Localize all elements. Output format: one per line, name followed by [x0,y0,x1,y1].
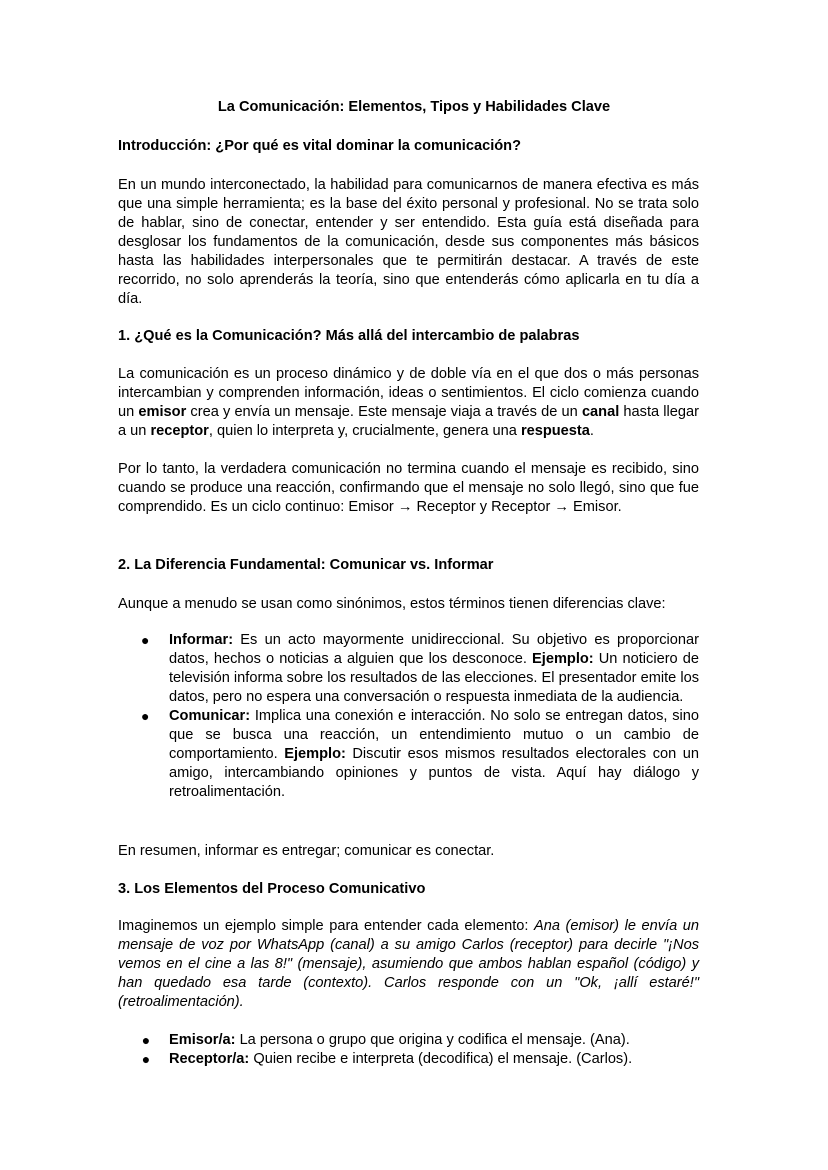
example-italic: Ana (emisor) le envía un mensaje de voz por WhatsApp (canal) a su amigo Carlos (receptor) para decirle "¡Nos vemos en el cine a las 8!" (mensaje), asumiendo que ambos hablan español (código) y han quedado esa tarde (contexto). Carlos responde con un "Ok, ¡allí estaré!" (retroalimentación). [118,918,699,1010]
text-run: Imaginemos un ejemplo simple para entender cada elemento: [118,918,534,934]
text-run: Quien recibe e interpreta (decodifica) el mensaje. (Carlos). [249,1051,633,1067]
bullet-icon: ● [141,708,150,724]
section-3-intro [118,917,699,1012]
list-item [118,1050,699,1069]
term-receptor: receptor [150,423,209,439]
section-1-paragraph-2: Por lo tanto, la verdadera comunicación no termina cuando el mensaje es recibido, sino cuando se produce una reacción, confirmando que el mensaje no solo llegó, sino que fue comprendido. Es un ciclo continuo: Emisor → Receptor y Receptor → Emisor. [118,461,699,515]
example-label: Ejemplo: [284,746,346,762]
text-run: Discutir esos mismos resultados electorales con un amigo, intercambiando opiniones y puntos de vista. Aquí hay diálogo y retroalimentación. [169,746,700,800]
section-3-heading: 3. Los Elementos del Proceso Comunicativo [118,881,426,897]
text-run: La persona o grupo que origina y codifica el mensaje. (Ana). [235,1032,630,1048]
text-run: Implica una conexión e interacción. No solo se entregan datos, sino que se busca una reacción, un entendimiento mutuo o un cambio de comportamiento. [169,708,699,762]
section-3-list [118,1031,699,1069]
text-run: hasta llegar a un [118,404,699,439]
text-run: . [589,423,594,439]
bullet-icon: ● [141,1051,151,1067]
document-title: La Comunicación: Elementos, Tipos y Habilidades Clave [217,99,611,115]
list-item-term: Informar: [169,632,234,648]
term-respuesta: respuesta [520,423,590,439]
list-item-term: Receptor/a: [169,1051,250,1067]
section-2-list [118,631,699,802]
text-run: Es un acto mayormente unidireccional. Su objetivo es proporcionar datos, hechos o noticias a alguien que los desconoce. [169,632,699,667]
bullet-icon: ● [141,1032,151,1048]
section-2-intro: Aunque a menudo se usan como sinónimos, estos términos tienen diferencias clave: [118,596,666,612]
intro-heading: Introducción: ¿Por qué es vital dominar la comunicación? [118,138,522,154]
list-item [118,631,699,707]
term-canal: canal [581,404,620,420]
text-run: crea y envía un mensaje. Este mensaje viaja a través de un [186,404,582,420]
list-item [118,707,699,802]
term-emisor: emisor [138,404,187,420]
list-item [118,1031,699,1050]
text-run: Un noticiero de televisión informa sobre los resultados de las elecciones. El presentador emite los datos, pero no espera una conversación o respuesta inmediata de la audiencia. [169,651,699,705]
text-run: La comunicación es un proceso dinámico y de doble vía en el que dos o más personas intercambian y comprenden información, ideas o sentimientos. El ciclo comienza cuando un [118,366,699,420]
section-1-heading: 1. ¿Qué es la Comunicación? Más allá del intercambio de palabras [118,328,580,344]
list-item-term: Comunicar: [169,708,251,724]
section-1-paragraph-1 [118,365,699,441]
section-2-summary: En resumen, informar es entregar; comunicar es conectar. [118,843,495,859]
bullet-icon: ● [141,632,150,648]
list-item-term: Emisor/a: [169,1032,236,1048]
section-2-heading: 2. La Diferencia Fundamental: Comunicar vs. Informar [118,557,494,573]
intro-paragraph: En un mundo interconectado, la habilidad para comunicarnos de manera efectiva es más que una simple herramienta; es la base del éxito personal y profesional. No se trata solo de hablar, sino de conectar, entender y ser entendido. Esta guía está diseñada para desglosar los fundamentos de la comunicación, desde sus componentes más básicos hasta las habilidades interpersonales que te permitirán destacar. A través de este recorrido, no solo aprenderás la teoría, sino que entenderás cómo aplicarla en tu día a día. [118,177,699,307]
text-run: , quien lo interpreta y, crucialmente, genera una [208,423,521,439]
example-label: Ejemplo: [532,651,594,667]
